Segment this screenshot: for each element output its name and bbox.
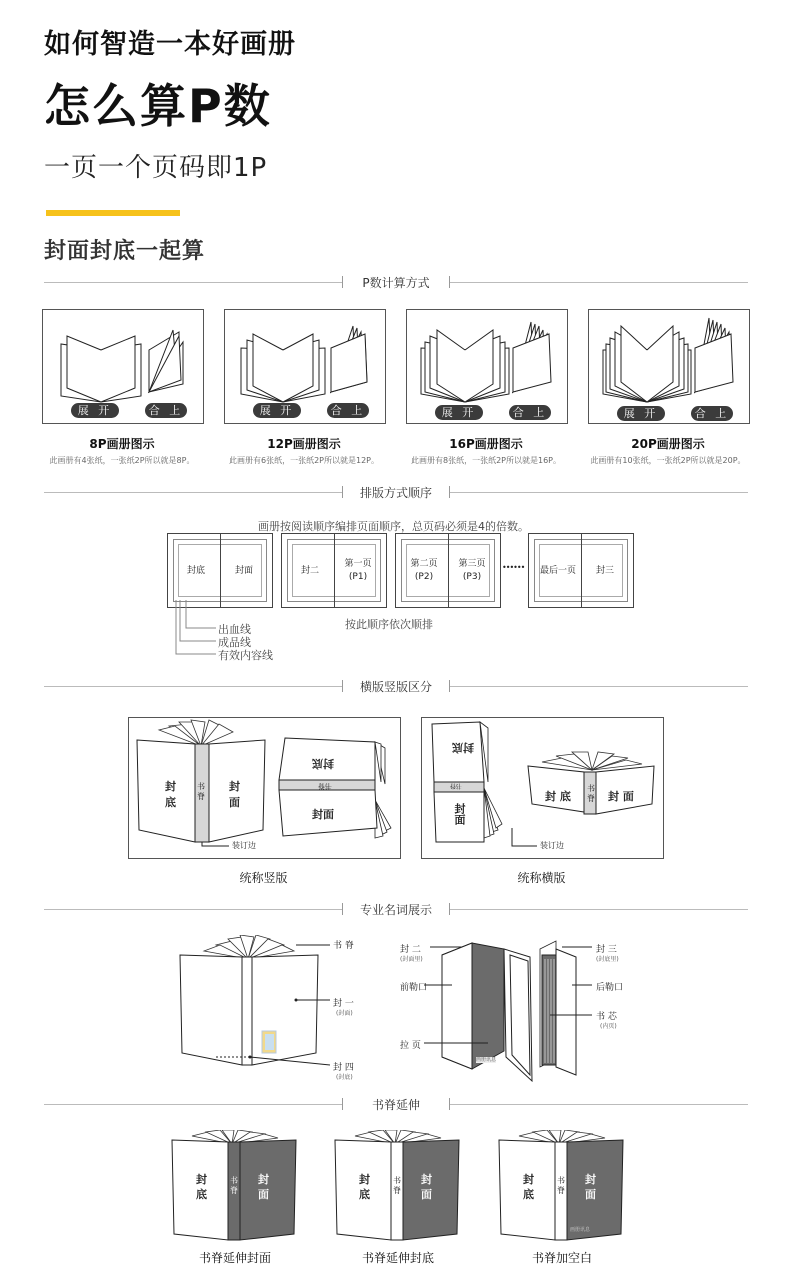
- divider-spine: [44, 1097, 748, 1111]
- term-insert: 拉 页: [400, 1041, 421, 1051]
- spine3-front-label: 封 面: [585, 1173, 596, 1201]
- open-label: 展 开: [71, 403, 119, 418]
- spread-cover-left: 封底: [186, 566, 205, 576]
- section-heading: 封面封底一起算: [44, 239, 206, 264]
- divider-order-label: 排版方式顺序: [359, 486, 432, 500]
- vertical-book-panel: [128, 717, 401, 859]
- term-spine: 书 脊: [333, 941, 354, 951]
- horizontal-top-page-label: 封底: [312, 757, 334, 770]
- divider-calc: [44, 275, 748, 289]
- term-cover2-sub: (封面里): [400, 956, 423, 963]
- close-label: 合 上: [327, 403, 369, 418]
- close-label: 合 上: [509, 405, 551, 420]
- spine2-back-label: 封 底: [359, 1173, 370, 1201]
- spine1-front-label: 封 面: [258, 1173, 269, 1201]
- vertical-spine-label: 书 脊: [197, 782, 205, 801]
- horizontal-bottom-page-label: 封面: [312, 808, 334, 821]
- calc-panel-16p: [406, 309, 568, 424]
- hanging-lower-label: 封面: [453, 803, 466, 825]
- spine2-caption: 书脊延伸封底: [361, 1251, 434, 1265]
- divider-order: [44, 485, 748, 499]
- divider-orient: [44, 679, 748, 693]
- calc-title-12p: 12P画册图示: [267, 437, 341, 451]
- legend-trim-line: 成品线: [218, 636, 251, 649]
- term-cover4-sub: (封底): [336, 1074, 353, 1081]
- vertical-bind-label: 装订边: [232, 841, 256, 850]
- close-label: 合 上: [691, 406, 733, 421]
- divider-terms: [44, 902, 748, 916]
- series-title: 如何智造一本好画册: [44, 29, 296, 60]
- calc-desc-8p: 此画册有4张纸，一张纸2P所以就是8P。: [49, 456, 195, 465]
- calc-desc-16p: 此画册有8张纸，一张纸2P所以就是16P。: [410, 456, 561, 465]
- spread-p2-left: 第二页 (P2): [410, 559, 438, 582]
- spread-p3-right: 第三页 (P3): [458, 559, 486, 582]
- calc-title-20p: 20P画册图示: [631, 437, 705, 451]
- horizontal-book-panel: [421, 717, 664, 859]
- calc-desc-20p: 此画册有10张纸，一张纸2P所以就是20P。: [590, 456, 746, 465]
- spread-last-left: 最后一页: [539, 566, 576, 576]
- spine1-caption: 书脊延伸封面: [198, 1251, 271, 1265]
- spine3-stamp: 画册讯息: [570, 1227, 591, 1233]
- trim-line-callouts: [170, 600, 220, 660]
- spine2-spine-label: 书 脊: [393, 1176, 401, 1195]
- spread-last-right: 封三: [595, 566, 614, 576]
- term-front-flap: 前勒口: [400, 983, 428, 993]
- calc-title-16p: 16P画册图示: [449, 437, 523, 451]
- divider-spine-label: 书脊延伸: [371, 1098, 420, 1112]
- term-cover4: 封 四: [333, 1063, 354, 1073]
- open-label: 展 开: [253, 403, 301, 418]
- divider-orient-label: 横版竖版区分: [359, 680, 432, 694]
- open-label: 展 开: [435, 405, 483, 420]
- hanging-spine-label: 书脊: [450, 782, 463, 789]
- order-note-bottom: 按此顺序依次顺排: [345, 618, 433, 631]
- term-core-sub: (内页): [600, 1023, 617, 1030]
- divider-calc-label: P数计算方式: [362, 276, 430, 290]
- landscape-front-label: 封 面: [608, 790, 634, 803]
- order-ellipsis: ••••••: [502, 563, 525, 572]
- spine1-spine-label: 书 脊: [230, 1176, 238, 1195]
- calc-panel-20p: [588, 309, 750, 424]
- page-title: 怎么算P数: [44, 79, 272, 133]
- term-cover2: 封 二: [400, 945, 421, 955]
- calc-title-8p: 8P画册图示: [89, 437, 155, 451]
- vertical-front-label: 封 面: [229, 780, 240, 809]
- spine3-spine-label: 书 脊: [557, 1176, 565, 1195]
- spread-p1-right: 第一页 (P1): [344, 559, 372, 582]
- horizontal-top-spine-label: 书脊: [318, 782, 332, 790]
- term-cover3-sub: (封底里): [596, 956, 619, 963]
- spine3-back-label: 封 底: [523, 1173, 534, 1201]
- term-cover3: 封 三: [596, 945, 617, 955]
- landscape-spine-label: 书 脊: [587, 784, 595, 803]
- calc-panel-12p: [224, 309, 386, 424]
- legend-safe-line: 有效内容线: [218, 649, 273, 662]
- spread-cover-right: 封面: [234, 566, 253, 576]
- vertical-back-label: 封 底: [165, 780, 176, 809]
- close-label: 合 上: [145, 403, 187, 418]
- spread-p2-p3: [395, 533, 501, 608]
- order-note-top: 画册按阅读顺序编排页面顺序，总页码必须是4的倍数。: [258, 520, 529, 533]
- calc-desc-12p: 此画册有6张纸，一张纸2P所以就是12P。: [228, 456, 379, 465]
- horizontal-caption: 统称横版: [517, 871, 566, 885]
- term-core: 书 芯: [596, 1012, 617, 1022]
- spine3-caption: 书脊加空白: [531, 1251, 592, 1265]
- spread-last: [528, 533, 634, 608]
- landscape-back-label: 封 底: [545, 790, 571, 803]
- vertical-caption: 统称竖版: [239, 871, 288, 885]
- accent-bar: [46, 210, 180, 216]
- spread-p1-left: 封二: [300, 566, 319, 576]
- definition-text: 一页一个页码即1P: [44, 153, 268, 183]
- spine1-back-label: 封 底: [196, 1173, 207, 1201]
- calc-panel-8p: [42, 309, 204, 424]
- term-cover1: 封 一: [333, 999, 354, 1009]
- term-stamp: 画册讯息: [476, 1057, 497, 1063]
- spread-cover: [167, 533, 273, 608]
- legend-bleed-line: 出血线: [218, 623, 251, 636]
- spread-p1: [281, 533, 387, 608]
- horizontal-bind-label: 装订边: [540, 841, 564, 850]
- open-label: 展 开: [617, 406, 665, 421]
- term-cover1-sub: (封面): [336, 1010, 353, 1017]
- term-back-flap: 后勒口: [596, 983, 624, 993]
- divider-terms-label: 专业名词展示: [359, 903, 432, 917]
- hanging-upper-label: 封底: [452, 741, 474, 754]
- spine2-front-label: 封 面: [421, 1173, 432, 1201]
